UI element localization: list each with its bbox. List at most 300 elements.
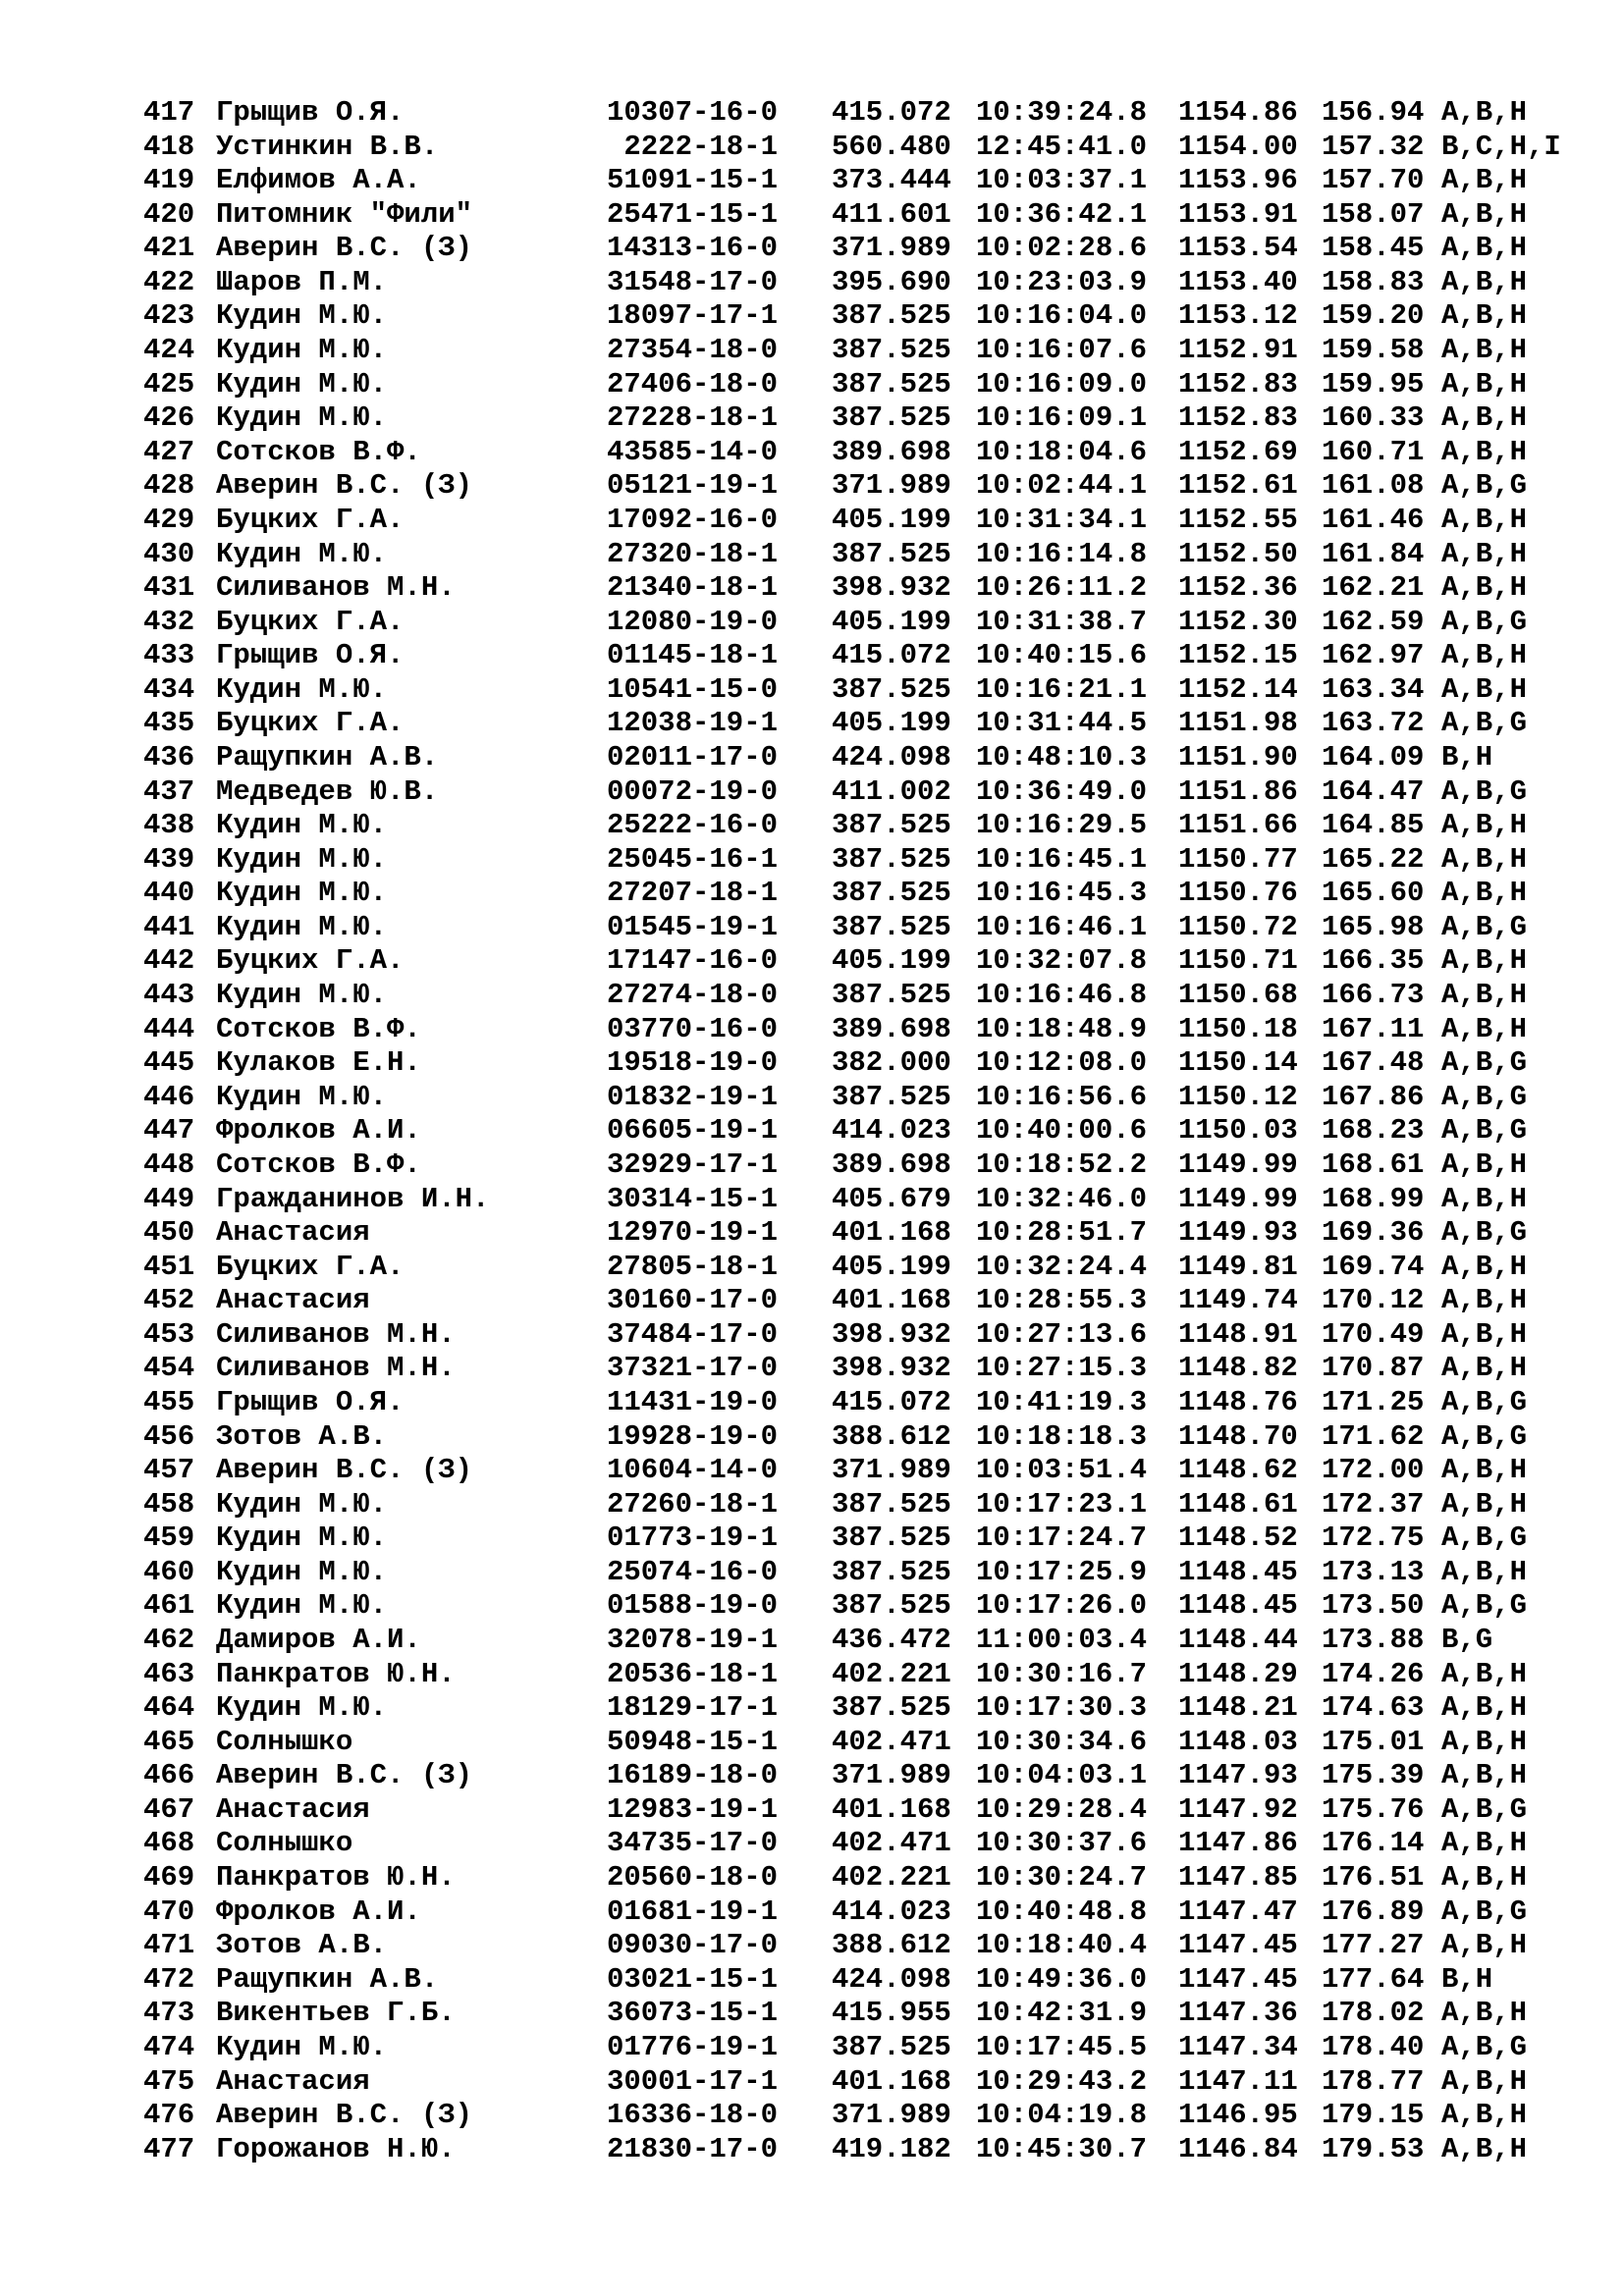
points: 157.70 xyxy=(1322,164,1425,197)
arrival-time: 10:03:51.4 xyxy=(976,1454,1148,1487)
row-place: 425 xyxy=(143,367,195,400)
row-place: 426 xyxy=(143,401,195,435)
distance: 401.168 xyxy=(832,2064,951,2098)
distance: 411.002 xyxy=(832,774,951,808)
fancier-name: Устинкин В.В. xyxy=(216,130,439,163)
ring-number: 12038-19-1 xyxy=(606,707,778,740)
arrival-time: 10:40:00.6 xyxy=(976,1114,1148,1148)
fancier-name: Солнышко xyxy=(216,1827,353,1860)
groups: A,B,G xyxy=(1441,910,1528,943)
speed: 1152.30 xyxy=(1178,605,1298,638)
ring-number: 27207-18-1 xyxy=(606,877,778,910)
arrival-time: 10:16:45.3 xyxy=(976,877,1148,910)
row-place: 436 xyxy=(143,740,195,774)
distance: 388.612 xyxy=(832,1929,951,1962)
groups: A,B,G xyxy=(1441,1216,1528,1250)
ring-number: 21830-17-0 xyxy=(606,2132,778,2165)
ring-number: 2222-18-1 xyxy=(623,130,778,163)
ring-number: 21340-18-1 xyxy=(606,571,778,605)
distance: 387.525 xyxy=(832,1691,951,1725)
row-place: 475 xyxy=(143,2064,195,2098)
row-place: 460 xyxy=(143,1555,195,1588)
groups: B,H xyxy=(1441,1962,1493,1996)
fancier-name: Грыщив О.Я. xyxy=(216,1385,405,1418)
ring-number: 18129-17-1 xyxy=(606,1691,778,1725)
points: 173.13 xyxy=(1322,1555,1425,1588)
distance: 389.698 xyxy=(832,435,951,468)
speed: 1149.99 xyxy=(1178,1148,1298,1181)
distance: 419.182 xyxy=(832,2132,951,2165)
row-place: 417 xyxy=(143,96,195,129)
ring-number: 10604-14-0 xyxy=(606,1454,778,1487)
points: 168.23 xyxy=(1322,1114,1425,1148)
ring-number: 25471-15-1 xyxy=(606,197,778,231)
row-place: 464 xyxy=(143,1691,195,1725)
arrival-time: 10:16:07.6 xyxy=(976,334,1148,367)
ring-number: 10307-16-0 xyxy=(606,96,778,129)
points: 174.63 xyxy=(1322,1691,1425,1725)
speed: 1153.40 xyxy=(1178,265,1298,298)
ring-number: 30160-17-0 xyxy=(606,1284,778,1317)
ring-number: 27320-18-1 xyxy=(606,537,778,570)
ring-number: 50948-15-1 xyxy=(606,1725,778,1758)
ring-number: 37484-17-0 xyxy=(606,1317,778,1351)
groups: A,B,H xyxy=(1441,1487,1528,1521)
row-place: 443 xyxy=(143,979,195,1012)
speed: 1146.84 xyxy=(1178,2132,1298,2165)
row-place: 476 xyxy=(143,2099,195,2132)
distance: 371.989 xyxy=(832,232,951,265)
distance: 401.168 xyxy=(832,1216,951,1250)
speed: 1152.83 xyxy=(1178,401,1298,435)
groups: B,C,H,I xyxy=(1441,130,1561,163)
fancier-name: Кудин М.Ю. xyxy=(216,367,388,400)
fancier-name: Кулаков Е.Н. xyxy=(216,1046,421,1080)
speed: 1148.45 xyxy=(1178,1555,1298,1588)
arrival-time: 10:16:46.8 xyxy=(976,979,1148,1012)
ring-number: 19518-19-0 xyxy=(606,1046,778,1080)
fancier-name: Сотсков В.Ф. xyxy=(216,435,421,468)
speed: 1152.83 xyxy=(1178,367,1298,400)
groups: A,B,G xyxy=(1441,469,1528,503)
points: 165.98 xyxy=(1322,910,1425,943)
distance: 387.525 xyxy=(832,877,951,910)
ring-number: 51091-15-1 xyxy=(606,164,778,197)
speed: 1150.18 xyxy=(1178,1012,1298,1045)
arrival-time: 10:18:18.3 xyxy=(976,1419,1148,1453)
arrival-time: 10:42:31.9 xyxy=(976,1997,1148,2030)
fancier-name: Зотов А.В. xyxy=(216,1929,388,1962)
fancier-name: Гражданинов И.Н. xyxy=(216,1182,490,1215)
ring-number: 01545-19-1 xyxy=(606,910,778,943)
groups: A,B,H xyxy=(1441,1759,1528,1792)
fancier-name: Елфимов А.А. xyxy=(216,164,421,197)
groups: A,B,H xyxy=(1441,537,1528,570)
row-place: 451 xyxy=(143,1250,195,1283)
groups: A,B,G xyxy=(1441,1385,1528,1418)
points: 163.34 xyxy=(1322,672,1425,706)
row-place: 448 xyxy=(143,1148,195,1181)
arrival-time: 10:17:30.3 xyxy=(976,1691,1148,1725)
speed: 1148.03 xyxy=(1178,1725,1298,1758)
points: 159.58 xyxy=(1322,334,1425,367)
arrival-time: 10:18:40.4 xyxy=(976,1929,1148,1962)
groups: A,B,H xyxy=(1441,1691,1528,1725)
points: 164.09 xyxy=(1322,740,1425,774)
ring-number: 27228-18-1 xyxy=(606,401,778,435)
arrival-time: 10:26:11.2 xyxy=(976,571,1148,605)
speed: 1148.61 xyxy=(1178,1487,1298,1521)
fancier-name: Зотов А.В. xyxy=(216,1419,388,1453)
speed: 1147.34 xyxy=(1178,2030,1298,2063)
groups: A,B,H xyxy=(1441,197,1528,231)
ring-number: 19928-19-0 xyxy=(606,1419,778,1453)
distance: 395.690 xyxy=(832,265,951,298)
arrival-time: 10:16:14.8 xyxy=(976,537,1148,570)
arrival-time: 12:45:41.0 xyxy=(976,130,1148,163)
arrival-time: 10:27:13.6 xyxy=(976,1317,1148,1351)
arrival-time: 10:39:24.8 xyxy=(976,96,1148,129)
ring-number: 01832-19-1 xyxy=(606,1080,778,1113)
arrival-time: 10:17:24.7 xyxy=(976,1522,1148,1555)
speed: 1149.74 xyxy=(1178,1284,1298,1317)
fancier-name: Викентьев Г.Б. xyxy=(216,1997,456,2030)
fancier-name: Фролков А.И. xyxy=(216,1895,421,1928)
groups: A,B,G xyxy=(1441,1046,1528,1080)
groups: A,B,H xyxy=(1441,842,1528,876)
distance: 387.525 xyxy=(832,1589,951,1623)
groups: A,B,G xyxy=(1441,1114,1528,1148)
ring-number: 36073-15-1 xyxy=(606,1997,778,2030)
ring-number: 05121-19-1 xyxy=(606,469,778,503)
row-place: 442 xyxy=(143,944,195,978)
fancier-name: Аверин В.С. (З) xyxy=(216,1454,473,1487)
distance: 415.072 xyxy=(832,96,951,129)
arrival-time: 10:41:19.3 xyxy=(976,1385,1148,1418)
distance: 405.199 xyxy=(832,1250,951,1283)
distance: 401.168 xyxy=(832,1792,951,1826)
groups: A,B,H xyxy=(1441,401,1528,435)
speed: 1148.62 xyxy=(1178,1454,1298,1487)
speed: 1153.96 xyxy=(1178,164,1298,197)
distance: 371.989 xyxy=(832,2099,951,2132)
fancier-name: Кудин М.Ю. xyxy=(216,979,388,1012)
groups: A,B,H xyxy=(1441,1725,1528,1758)
points: 170.12 xyxy=(1322,1284,1425,1317)
distance: 405.199 xyxy=(832,605,951,638)
arrival-time: 10:40:48.8 xyxy=(976,1895,1148,1928)
row-place: 477 xyxy=(143,2132,195,2165)
fancier-name: Буцких Г.А. xyxy=(216,707,405,740)
row-place: 462 xyxy=(143,1624,195,1657)
speed: 1147.47 xyxy=(1178,1895,1298,1928)
groups: A,B,H xyxy=(1441,1861,1528,1895)
groups: A,B,H xyxy=(1441,1555,1528,1588)
ring-number: 32078-19-1 xyxy=(606,1624,778,1657)
speed: 1151.90 xyxy=(1178,740,1298,774)
groups: A,B,H xyxy=(1441,232,1528,265)
ring-number: 25222-16-0 xyxy=(606,809,778,842)
fancier-name: Аверин В.С. (З) xyxy=(216,232,473,265)
row-place: 465 xyxy=(143,1725,195,1758)
arrival-time: 10:16:09.1 xyxy=(976,401,1148,435)
ring-number: 10541-15-0 xyxy=(606,672,778,706)
distance: 405.199 xyxy=(832,707,951,740)
fancier-name: Панкратов Ю.Н. xyxy=(216,1861,456,1895)
speed: 1153.12 xyxy=(1178,299,1298,333)
distance: 382.000 xyxy=(832,1046,951,1080)
points: 179.15 xyxy=(1322,2099,1425,2132)
points: 175.76 xyxy=(1322,1792,1425,1826)
fancier-name: Кудин М.Ю. xyxy=(216,1080,388,1113)
fancier-name: Ращупкин А.В. xyxy=(216,740,439,774)
ring-number: 25074-16-0 xyxy=(606,1555,778,1588)
points: 175.01 xyxy=(1322,1725,1425,1758)
distance: 387.525 xyxy=(832,979,951,1012)
groups: A,B,H xyxy=(1441,1250,1528,1283)
row-place: 437 xyxy=(143,774,195,808)
ring-number: 03770-16-0 xyxy=(606,1012,778,1045)
row-place: 434 xyxy=(143,672,195,706)
points: 166.73 xyxy=(1322,979,1425,1012)
speed: 1154.86 xyxy=(1178,96,1298,129)
points: 161.84 xyxy=(1322,537,1425,570)
points: 171.25 xyxy=(1322,1385,1425,1418)
distance: 402.471 xyxy=(832,1827,951,1860)
fancier-name: Медведев Ю.В. xyxy=(216,774,439,808)
fancier-name: Питомник "Фили" xyxy=(216,197,473,231)
ring-number: 09030-17-0 xyxy=(606,1929,778,1962)
speed: 1151.98 xyxy=(1178,707,1298,740)
row-place: 429 xyxy=(143,503,195,536)
groups: A,B,H xyxy=(1441,1012,1528,1045)
groups: A,B,H xyxy=(1441,1148,1528,1181)
row-place: 444 xyxy=(143,1012,195,1045)
points: 171.62 xyxy=(1322,1419,1425,1453)
fancier-name: Кудин М.Ю. xyxy=(216,334,388,367)
arrival-time: 10:40:15.6 xyxy=(976,639,1148,672)
points: 158.45 xyxy=(1322,232,1425,265)
arrival-time: 10:49:36.0 xyxy=(976,1962,1148,1996)
speed: 1150.03 xyxy=(1178,1114,1298,1148)
distance: 387.525 xyxy=(832,367,951,400)
points: 172.37 xyxy=(1322,1487,1425,1521)
distance: 411.601 xyxy=(832,197,951,231)
row-place: 424 xyxy=(143,334,195,367)
row-place: 420 xyxy=(143,197,195,231)
fancier-name: Кудин М.Ю. xyxy=(216,877,388,910)
distance: 387.525 xyxy=(832,401,951,435)
ring-number: 27406-18-0 xyxy=(606,367,778,400)
arrival-time: 10:36:49.0 xyxy=(976,774,1148,808)
groups: A,B,H xyxy=(1441,2064,1528,2098)
points: 173.50 xyxy=(1322,1589,1425,1623)
speed: 1147.45 xyxy=(1178,1929,1298,1962)
ring-number: 25045-16-1 xyxy=(606,842,778,876)
groups: A,B,H xyxy=(1441,503,1528,536)
distance: 387.525 xyxy=(832,910,951,943)
ring-number: 27805-18-1 xyxy=(606,1250,778,1283)
arrival-time: 10:32:07.8 xyxy=(976,944,1148,978)
groups: A,B,G xyxy=(1441,1080,1528,1113)
ring-number: 12970-19-1 xyxy=(606,1216,778,1250)
row-place: 449 xyxy=(143,1182,195,1215)
arrival-time: 10:16:29.5 xyxy=(976,809,1148,842)
fancier-name: Анастасия xyxy=(216,1216,370,1250)
row-place: 455 xyxy=(143,1385,195,1418)
points: 178.40 xyxy=(1322,2030,1425,2063)
points: 158.07 xyxy=(1322,197,1425,231)
arrival-time: 10:12:08.0 xyxy=(976,1046,1148,1080)
distance: 387.525 xyxy=(832,299,951,333)
ring-number: 16336-18-0 xyxy=(606,2099,778,2132)
distance: 388.612 xyxy=(832,1419,951,1453)
speed: 1151.86 xyxy=(1178,774,1298,808)
fancier-name: Аверин В.С. (З) xyxy=(216,469,473,503)
ring-number: 00072-19-0 xyxy=(606,774,778,808)
speed: 1151.66 xyxy=(1178,809,1298,842)
groups: A,B,G xyxy=(1441,1895,1528,1928)
arrival-time: 10:18:52.2 xyxy=(976,1148,1148,1181)
ring-number: 01681-19-1 xyxy=(606,1895,778,1928)
points: 176.14 xyxy=(1322,1827,1425,1860)
arrival-time: 10:29:43.2 xyxy=(976,2064,1148,2098)
ring-number: 37321-17-0 xyxy=(606,1352,778,1385)
row-place: 431 xyxy=(143,571,195,605)
speed: 1148.44 xyxy=(1178,1624,1298,1657)
ring-number: 14313-16-0 xyxy=(606,232,778,265)
ring-number: 11431-19-0 xyxy=(606,1385,778,1418)
groups: A,B,H xyxy=(1441,571,1528,605)
groups: A,B,H xyxy=(1441,809,1528,842)
fancier-name: Дамиров А.И. xyxy=(216,1624,421,1657)
distance: 387.525 xyxy=(832,334,951,367)
points: 165.22 xyxy=(1322,842,1425,876)
distance: 398.932 xyxy=(832,571,951,605)
speed: 1149.81 xyxy=(1178,1250,1298,1283)
row-place: 452 xyxy=(143,1284,195,1317)
ring-number: 20536-18-1 xyxy=(606,1657,778,1690)
speed: 1147.36 xyxy=(1178,1997,1298,2030)
groups: A,B,G xyxy=(1441,1419,1528,1453)
row-place: 430 xyxy=(143,537,195,570)
groups: B,G xyxy=(1441,1624,1493,1657)
groups: A,B,H xyxy=(1441,672,1528,706)
speed: 1150.14 xyxy=(1178,1046,1298,1080)
speed: 1153.91 xyxy=(1178,197,1298,231)
arrival-time: 10:48:10.3 xyxy=(976,740,1148,774)
speed: 1152.55 xyxy=(1178,503,1298,536)
ring-number: 17147-16-0 xyxy=(606,944,778,978)
fancier-name: Кудин М.Ю. xyxy=(216,401,388,435)
ring-number: 01588-19-0 xyxy=(606,1589,778,1623)
fancier-name: Кудин М.Ю. xyxy=(216,672,388,706)
speed: 1152.50 xyxy=(1178,537,1298,570)
distance: 387.525 xyxy=(832,2030,951,2063)
fancier-name: Панкратов Ю.Н. xyxy=(216,1657,456,1690)
arrival-time: 10:16:09.0 xyxy=(976,367,1148,400)
points: 178.02 xyxy=(1322,1997,1425,2030)
points: 179.53 xyxy=(1322,2132,1425,2165)
points: 173.88 xyxy=(1322,1624,1425,1657)
distance: 415.072 xyxy=(832,639,951,672)
points: 172.00 xyxy=(1322,1454,1425,1487)
points: 178.77 xyxy=(1322,2064,1425,2098)
distance: 387.525 xyxy=(832,1080,951,1113)
points: 161.08 xyxy=(1322,469,1425,503)
row-place: 445 xyxy=(143,1046,195,1080)
ring-number: 43585-14-0 xyxy=(606,435,778,468)
arrival-time: 10:30:34.6 xyxy=(976,1725,1148,1758)
speed: 1152.36 xyxy=(1178,571,1298,605)
row-place: 441 xyxy=(143,910,195,943)
row-place: 427 xyxy=(143,435,195,468)
points: 156.94 xyxy=(1322,96,1425,129)
fancier-name: Силиванов М.Н. xyxy=(216,571,456,605)
points: 161.46 xyxy=(1322,503,1425,536)
ring-number: 01776-19-1 xyxy=(606,2030,778,2063)
groups: B,H xyxy=(1441,740,1493,774)
row-place: 474 xyxy=(143,2030,195,2063)
speed: 1150.71 xyxy=(1178,944,1298,978)
speed: 1148.82 xyxy=(1178,1352,1298,1385)
arrival-time: 10:31:34.1 xyxy=(976,503,1148,536)
ring-number: 01773-19-1 xyxy=(606,1522,778,1555)
points: 167.86 xyxy=(1322,1080,1425,1113)
arrival-time: 10:32:24.4 xyxy=(976,1250,1148,1283)
row-place: 470 xyxy=(143,1895,195,1928)
speed: 1150.76 xyxy=(1178,877,1298,910)
speed: 1152.91 xyxy=(1178,334,1298,367)
ring-number: 16189-18-0 xyxy=(606,1759,778,1792)
speed: 1148.91 xyxy=(1178,1317,1298,1351)
row-place: 446 xyxy=(143,1080,195,1113)
distance: 387.525 xyxy=(832,537,951,570)
ring-number: 34735-17-0 xyxy=(606,1827,778,1860)
arrival-time: 10:30:16.7 xyxy=(976,1657,1148,1690)
ring-number: 01145-18-1 xyxy=(606,639,778,672)
groups: A,B,G xyxy=(1441,1522,1528,1555)
row-place: 473 xyxy=(143,1997,195,2030)
arrival-time: 10:45:30.7 xyxy=(976,2132,1148,2165)
ring-number: 27354-18-0 xyxy=(606,334,778,367)
arrival-time: 10:32:46.0 xyxy=(976,1182,1148,1215)
points: 165.60 xyxy=(1322,877,1425,910)
fancier-name: Кудин М.Ю. xyxy=(216,842,388,876)
distance: 436.472 xyxy=(832,1624,951,1657)
groups: A,B,G xyxy=(1441,1589,1528,1623)
row-place: 450 xyxy=(143,1216,195,1250)
speed: 1150.77 xyxy=(1178,842,1298,876)
fancier-name: Кудин М.Ю. xyxy=(216,1487,388,1521)
groups: A,B,H xyxy=(1441,2099,1528,2132)
fancier-name: Аверин В.С. (З) xyxy=(216,2099,473,2132)
distance: 402.221 xyxy=(832,1657,951,1690)
arrival-time: 10:18:04.6 xyxy=(976,435,1148,468)
points: 162.21 xyxy=(1322,571,1425,605)
points: 169.74 xyxy=(1322,1250,1425,1283)
groups: A,B,H xyxy=(1441,164,1528,197)
groups: A,B,H xyxy=(1441,334,1528,367)
arrival-time: 10:31:44.5 xyxy=(976,707,1148,740)
distance: 414.023 xyxy=(832,1114,951,1148)
points: 176.89 xyxy=(1322,1895,1425,1928)
row-place: 472 xyxy=(143,1962,195,1996)
distance: 387.525 xyxy=(832,1555,951,1588)
arrival-time: 10:17:23.1 xyxy=(976,1487,1148,1521)
groups: A,B,H xyxy=(1441,1827,1528,1860)
fancier-name: Сотсков В.Ф. xyxy=(216,1012,421,1045)
